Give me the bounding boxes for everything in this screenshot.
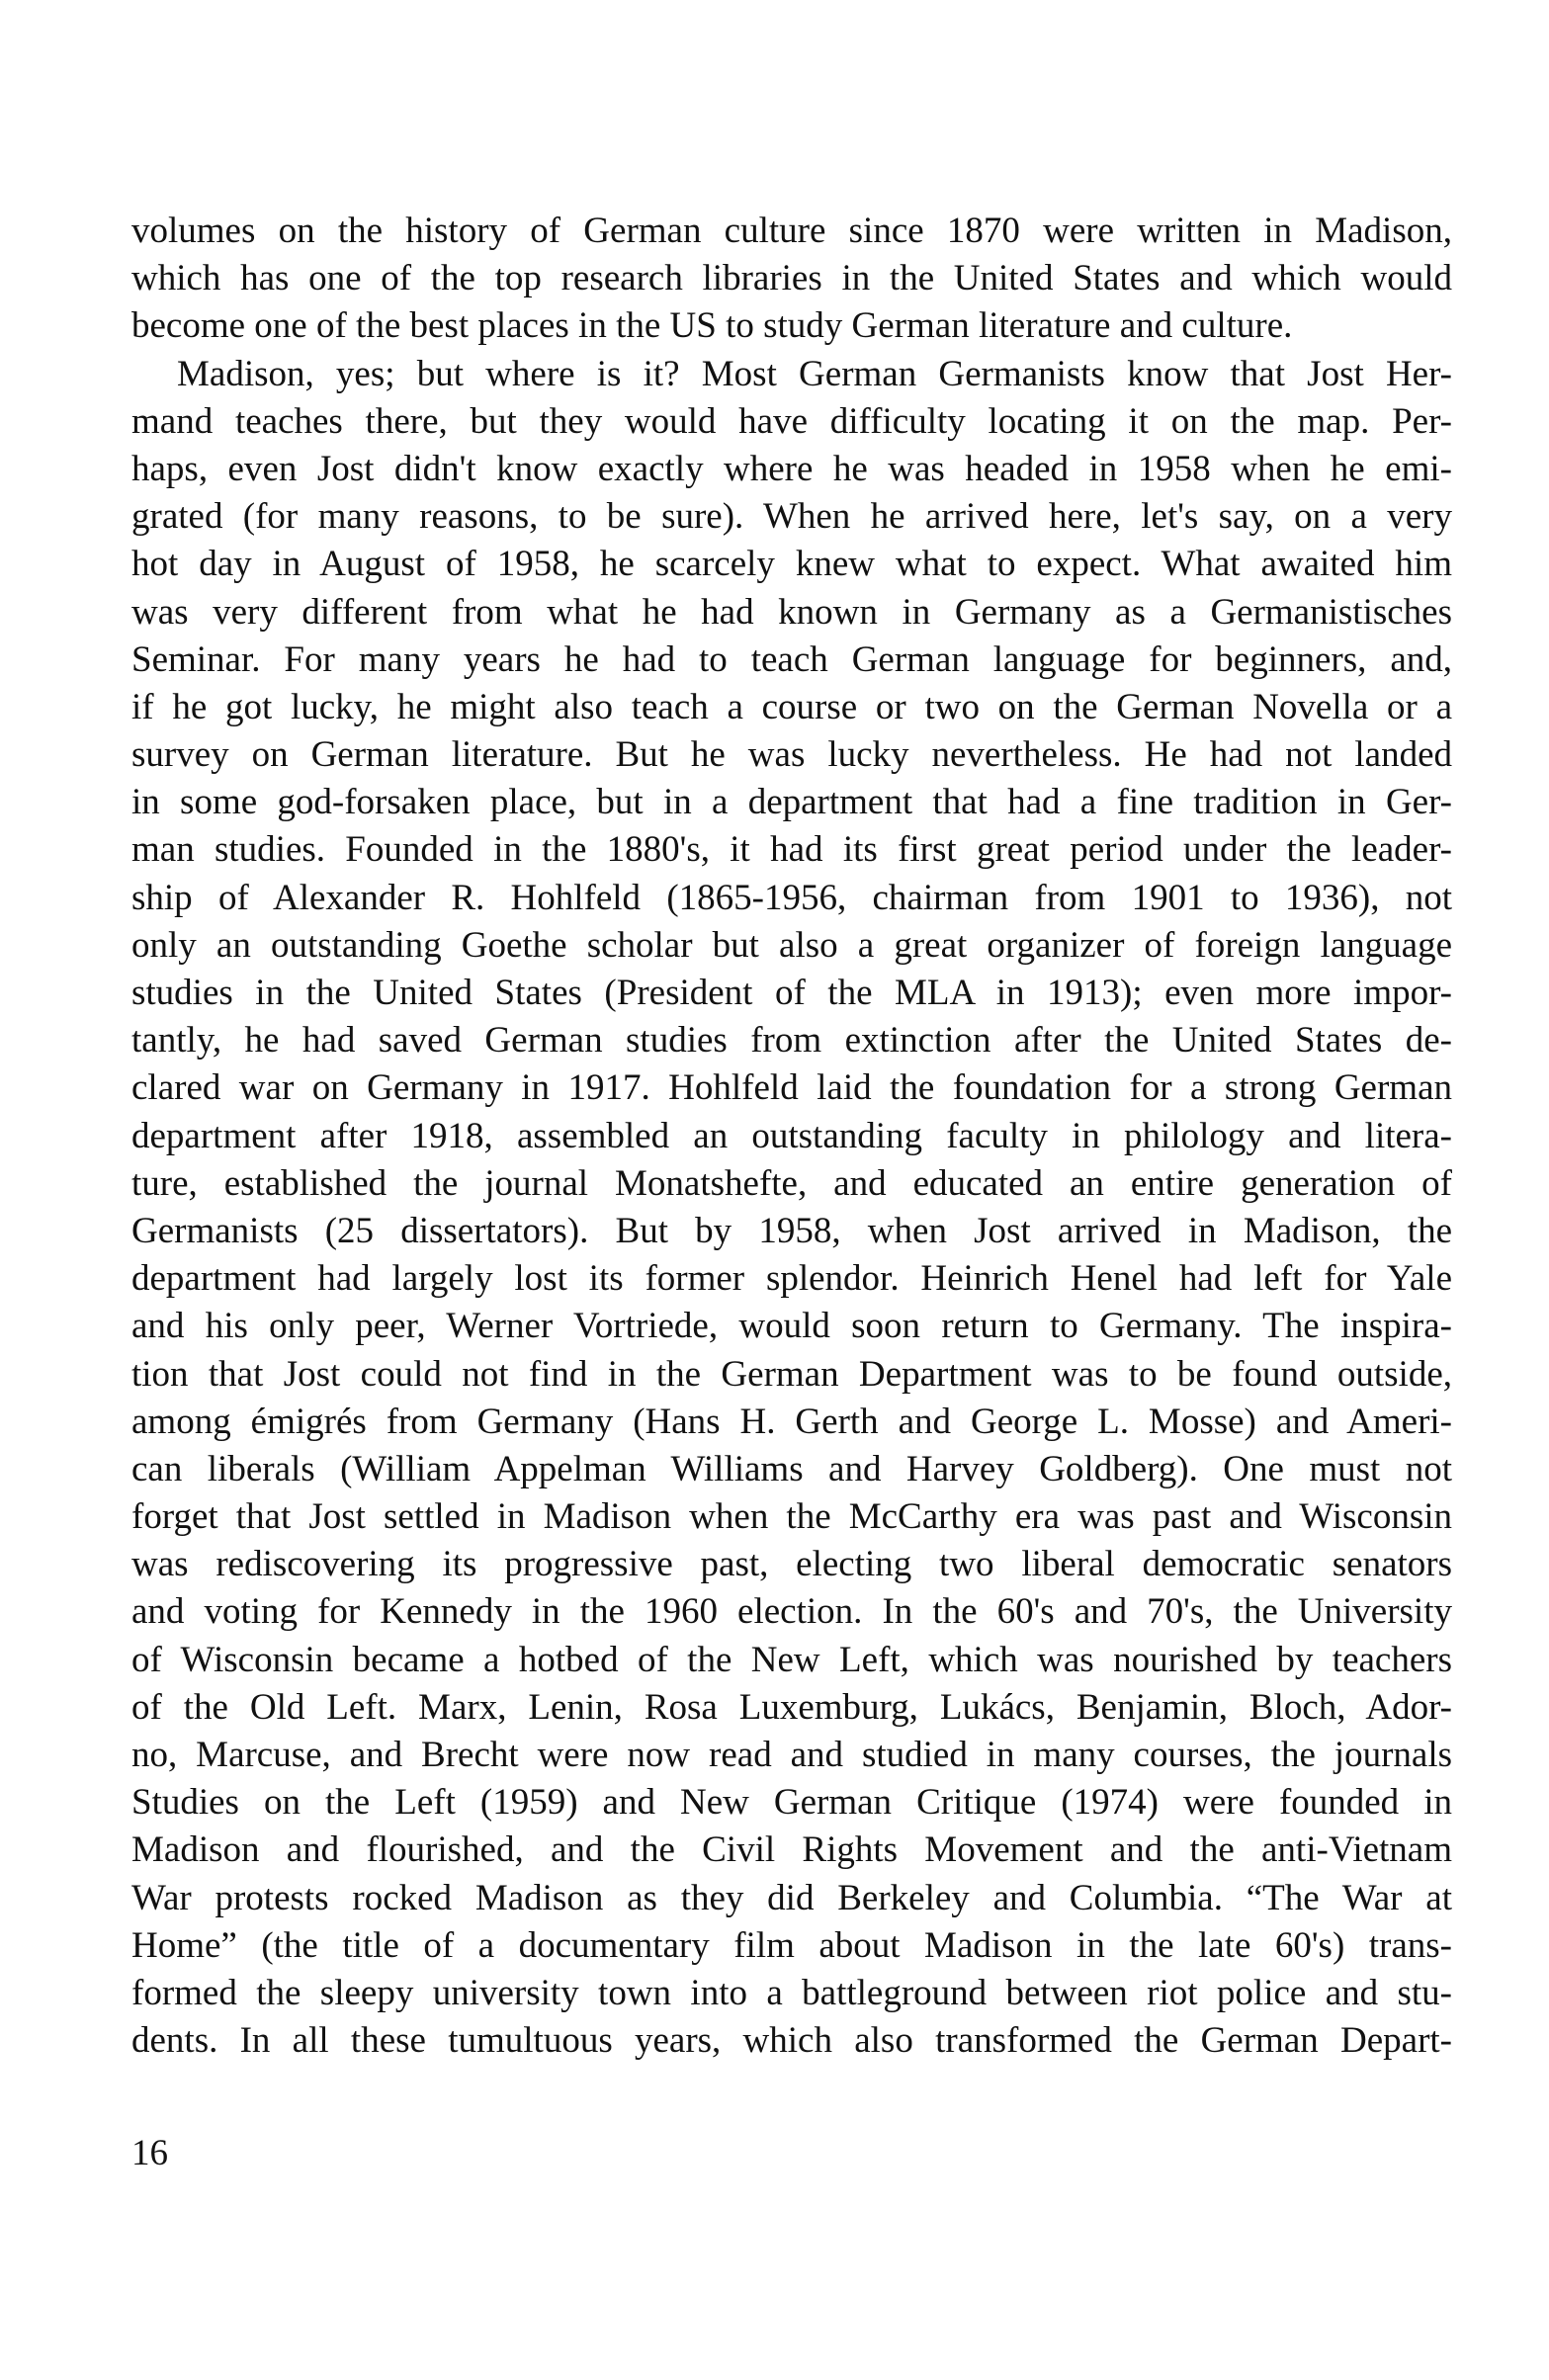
text-line: and voting for Kennedy in the 1960 election. In the 60's and 70's, the University — [131, 1591, 1452, 1633]
text-line: Germanists (25 dissertators). But by 1958, when Jost arrived in Madison, the — [131, 1210, 1452, 1251]
text-line: among émigrés from Germany (Hans H. Gerth and George L. Mosse) and Ameri- — [131, 1401, 1452, 1442]
text-line: hot day in August of 1958, he scarcely knew what to expect. What awaited him — [131, 544, 1452, 585]
text-line: volumes on the history of German culture since 1870 were written in Madison, — [131, 211, 1452, 251]
text-line: become one of the best places in the US to study German literature and culture. — [131, 305, 1293, 347]
page-number: 16 — [131, 2133, 168, 2173]
text-line: ture, established the journal Monatshefte, and educated an entire generation of — [131, 1162, 1452, 1204]
text-line: only an outstanding Goethe scholar but also a great organizer of foreign language — [131, 924, 1452, 966]
text-line: which has one of the top research libraries in the United States and which would — [131, 258, 1452, 299]
text-line: of the Old Left. Marx, Lenin, Rosa Luxemburg, Lukács, Benjamin, Bloch, Ador- — [131, 1686, 1452, 1728]
text-line: forget that Jost settled in Madison when the McCarthy era was past and Wisconsin — [131, 1496, 1452, 1538]
text-line: if he got lucky, he might also teach a course or two on the German Novella or a — [131, 686, 1452, 727]
text-line: in some god-forsaken place, but in a department that had a fine tradition in Ger- — [131, 782, 1452, 823]
text-line: no, Marcuse, and Brecht were now read and studied in many courses, the journals — [131, 1735, 1452, 1775]
text-line: and his only peer, Werner Vortriede, would soon return to Germany. The inspira- — [131, 1306, 1452, 1347]
text-line: clared war on Germany in 1917. Hohlfeld laid the foundation for a strong German — [131, 1067, 1452, 1109]
text-line: ship of Alexander R. Hohlfeld (1865-1956, chairman from 1901 to 1936), not — [131, 877, 1452, 918]
text-line: tion that Jost could not find in the German Department was to be found outside, — [131, 1353, 1452, 1395]
text-line: tantly, he had saved German studies from extinction after the United States de- — [131, 1020, 1452, 1062]
text-line: was very different from what he had known in Germany as a Germanistisches — [131, 591, 1452, 633]
text-line: Madison, yes; but where is it? Most German Germanists know that Jost Her- — [177, 353, 1452, 394]
text-line: Seminar. For many years he had to teach German language for beginners, and, — [131, 638, 1452, 680]
text-line: department after 1918, assembled an outstanding faculty in philology and litera- — [131, 1115, 1452, 1156]
text-line: grated (for many reasons, to be sure). When he arrived here, let's say, on a very — [131, 496, 1452, 538]
text-line: can liberals (William Appelman Williams and Harvey Goldberg). One must not — [131, 1448, 1452, 1489]
text-line: studies in the United States (President of the MLA in 1913); even more impor- — [131, 973, 1452, 1013]
text-line: mand teaches there, but they would have difficulty locating it on the map. Per- — [131, 400, 1452, 442]
text-line: survey on German literature. But he was lucky nevertheless. He had not landed — [131, 734, 1452, 776]
text-line: Madison and flourished, and the Civil Rights Movement and the anti-Vietnam — [131, 1829, 1452, 1871]
text-line: of Wisconsin became a hotbed of the New Left, which was nourished by teachers — [131, 1639, 1452, 1680]
text-line: formed the sleepy university town into a battleground between riot police and stu- — [131, 1972, 1452, 2013]
text-line: department had largely lost its former splendor. Heinrich Henel had left for Yale — [131, 1258, 1452, 1300]
text-line: haps, even Jost didn't know exactly where he was headed in 1958 when he emi- — [131, 448, 1452, 489]
text-line: man studies. Founded in the 1880's, it had its first great period under the leader- — [131, 829, 1452, 871]
text-line: Home” (the title of a documentary film about Madison in the late 60's) trans- — [131, 1924, 1452, 1966]
text-line: dents. In all these tumultuous years, which also transformed the German Depart- — [131, 2020, 1452, 2062]
body-text — [131, 208, 1452, 2065]
text-line: was rediscovering its progressive past, electing two liberal democratic senators — [131, 1544, 1452, 1585]
text-line: War protests rocked Madison as they did Berkeley and Columbia. “The War at — [131, 1877, 1452, 1918]
text-line: Studies on the Left (1959) and New German Critique (1974) were founded in — [131, 1782, 1452, 1824]
